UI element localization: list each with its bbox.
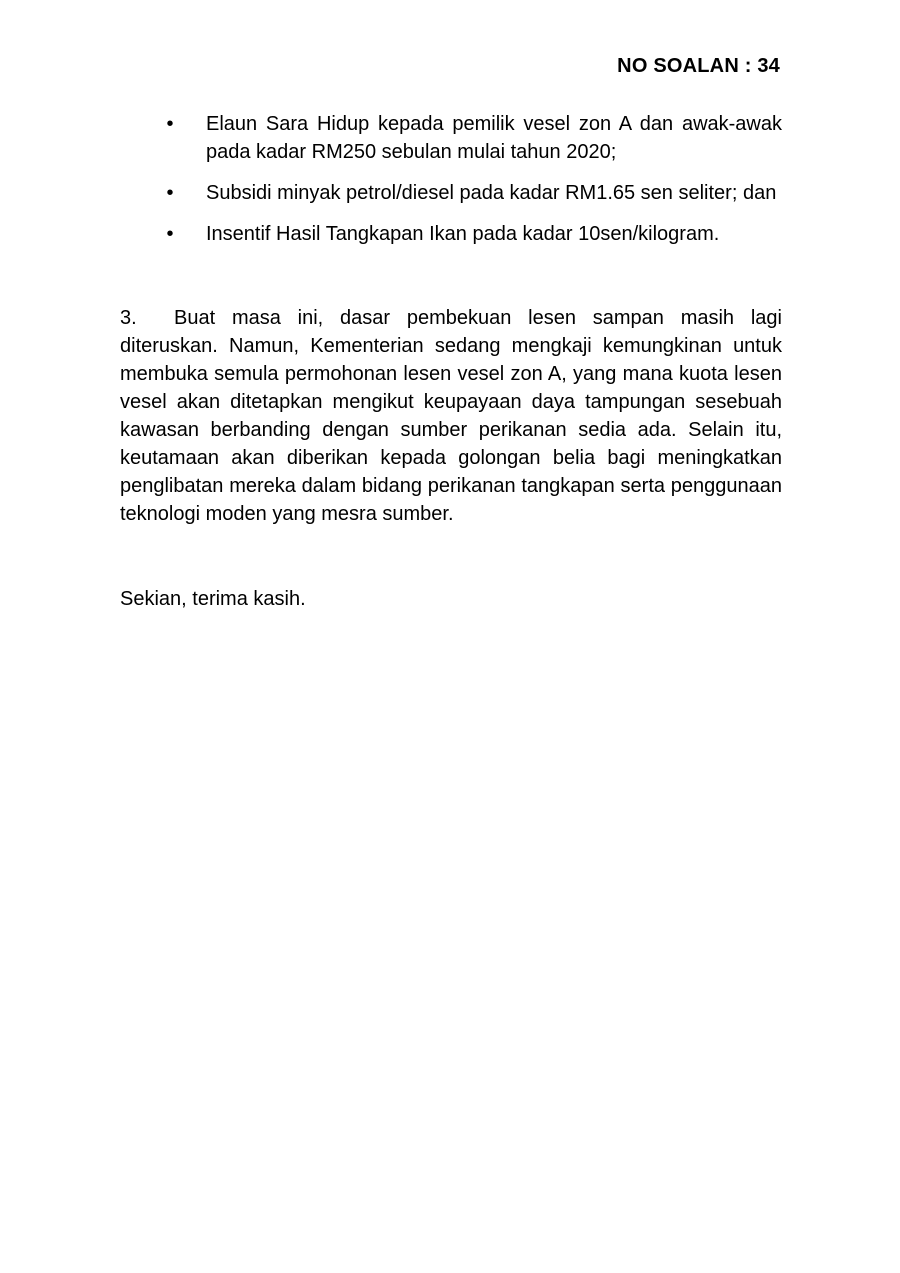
bullet-dot-icon: • [166,113,174,135]
bullet-item-fuel-subsidy [120,179,782,207]
bullet-text: Insentif Hasil Tangkapan Ikan pada kadar 10sen/kilogram. [206,223,720,245]
question-number-header: NO SOALAN : 34 [617,55,780,77]
bullet-text: Subsidi minyak petrol/diesel pada kadar RM1.65 sen seliter; dan [206,182,777,204]
paragraph-text: Buat masa ini, dasar pembekuan lesen sampan masih lagi diteruskan. Namun, Kementerian sedang mengkaji kemungkinan untuk membuka semula permohonan lesen vesel zon A, yang mana kuota lesen vesel akan ditetapkan mengikut keupayaan daya tampungan sesebuah kawasan berbanding dengan sumber perikanan sedia ada. Selain itu, keutamaan akan diberikan kepada golongan belia bagi meningkatkan penglibatan mereka dalam bidang perikanan tangkapan serta penggunaan teknologi moden yang mesra sumber. [120,307,782,525]
bullet-item-catch-incentive [120,220,782,248]
paragraph-3 [120,304,782,528]
paragraph-number: 3. [120,307,137,329]
bullet-text: Elaun Sara Hidup kepada pemilik vesel zon A dan awak-awak pada kadar RM250 sebulan mulai tahun 2020; [206,113,782,163]
bullet-dot-icon: • [166,223,174,245]
bullet-item-cost-of-living-allowance [120,110,782,166]
bullet-dot-icon: • [166,182,174,204]
incentive-bullet-list [120,110,782,261]
closing-remark: Sekian, terima kasih. [120,588,306,610]
